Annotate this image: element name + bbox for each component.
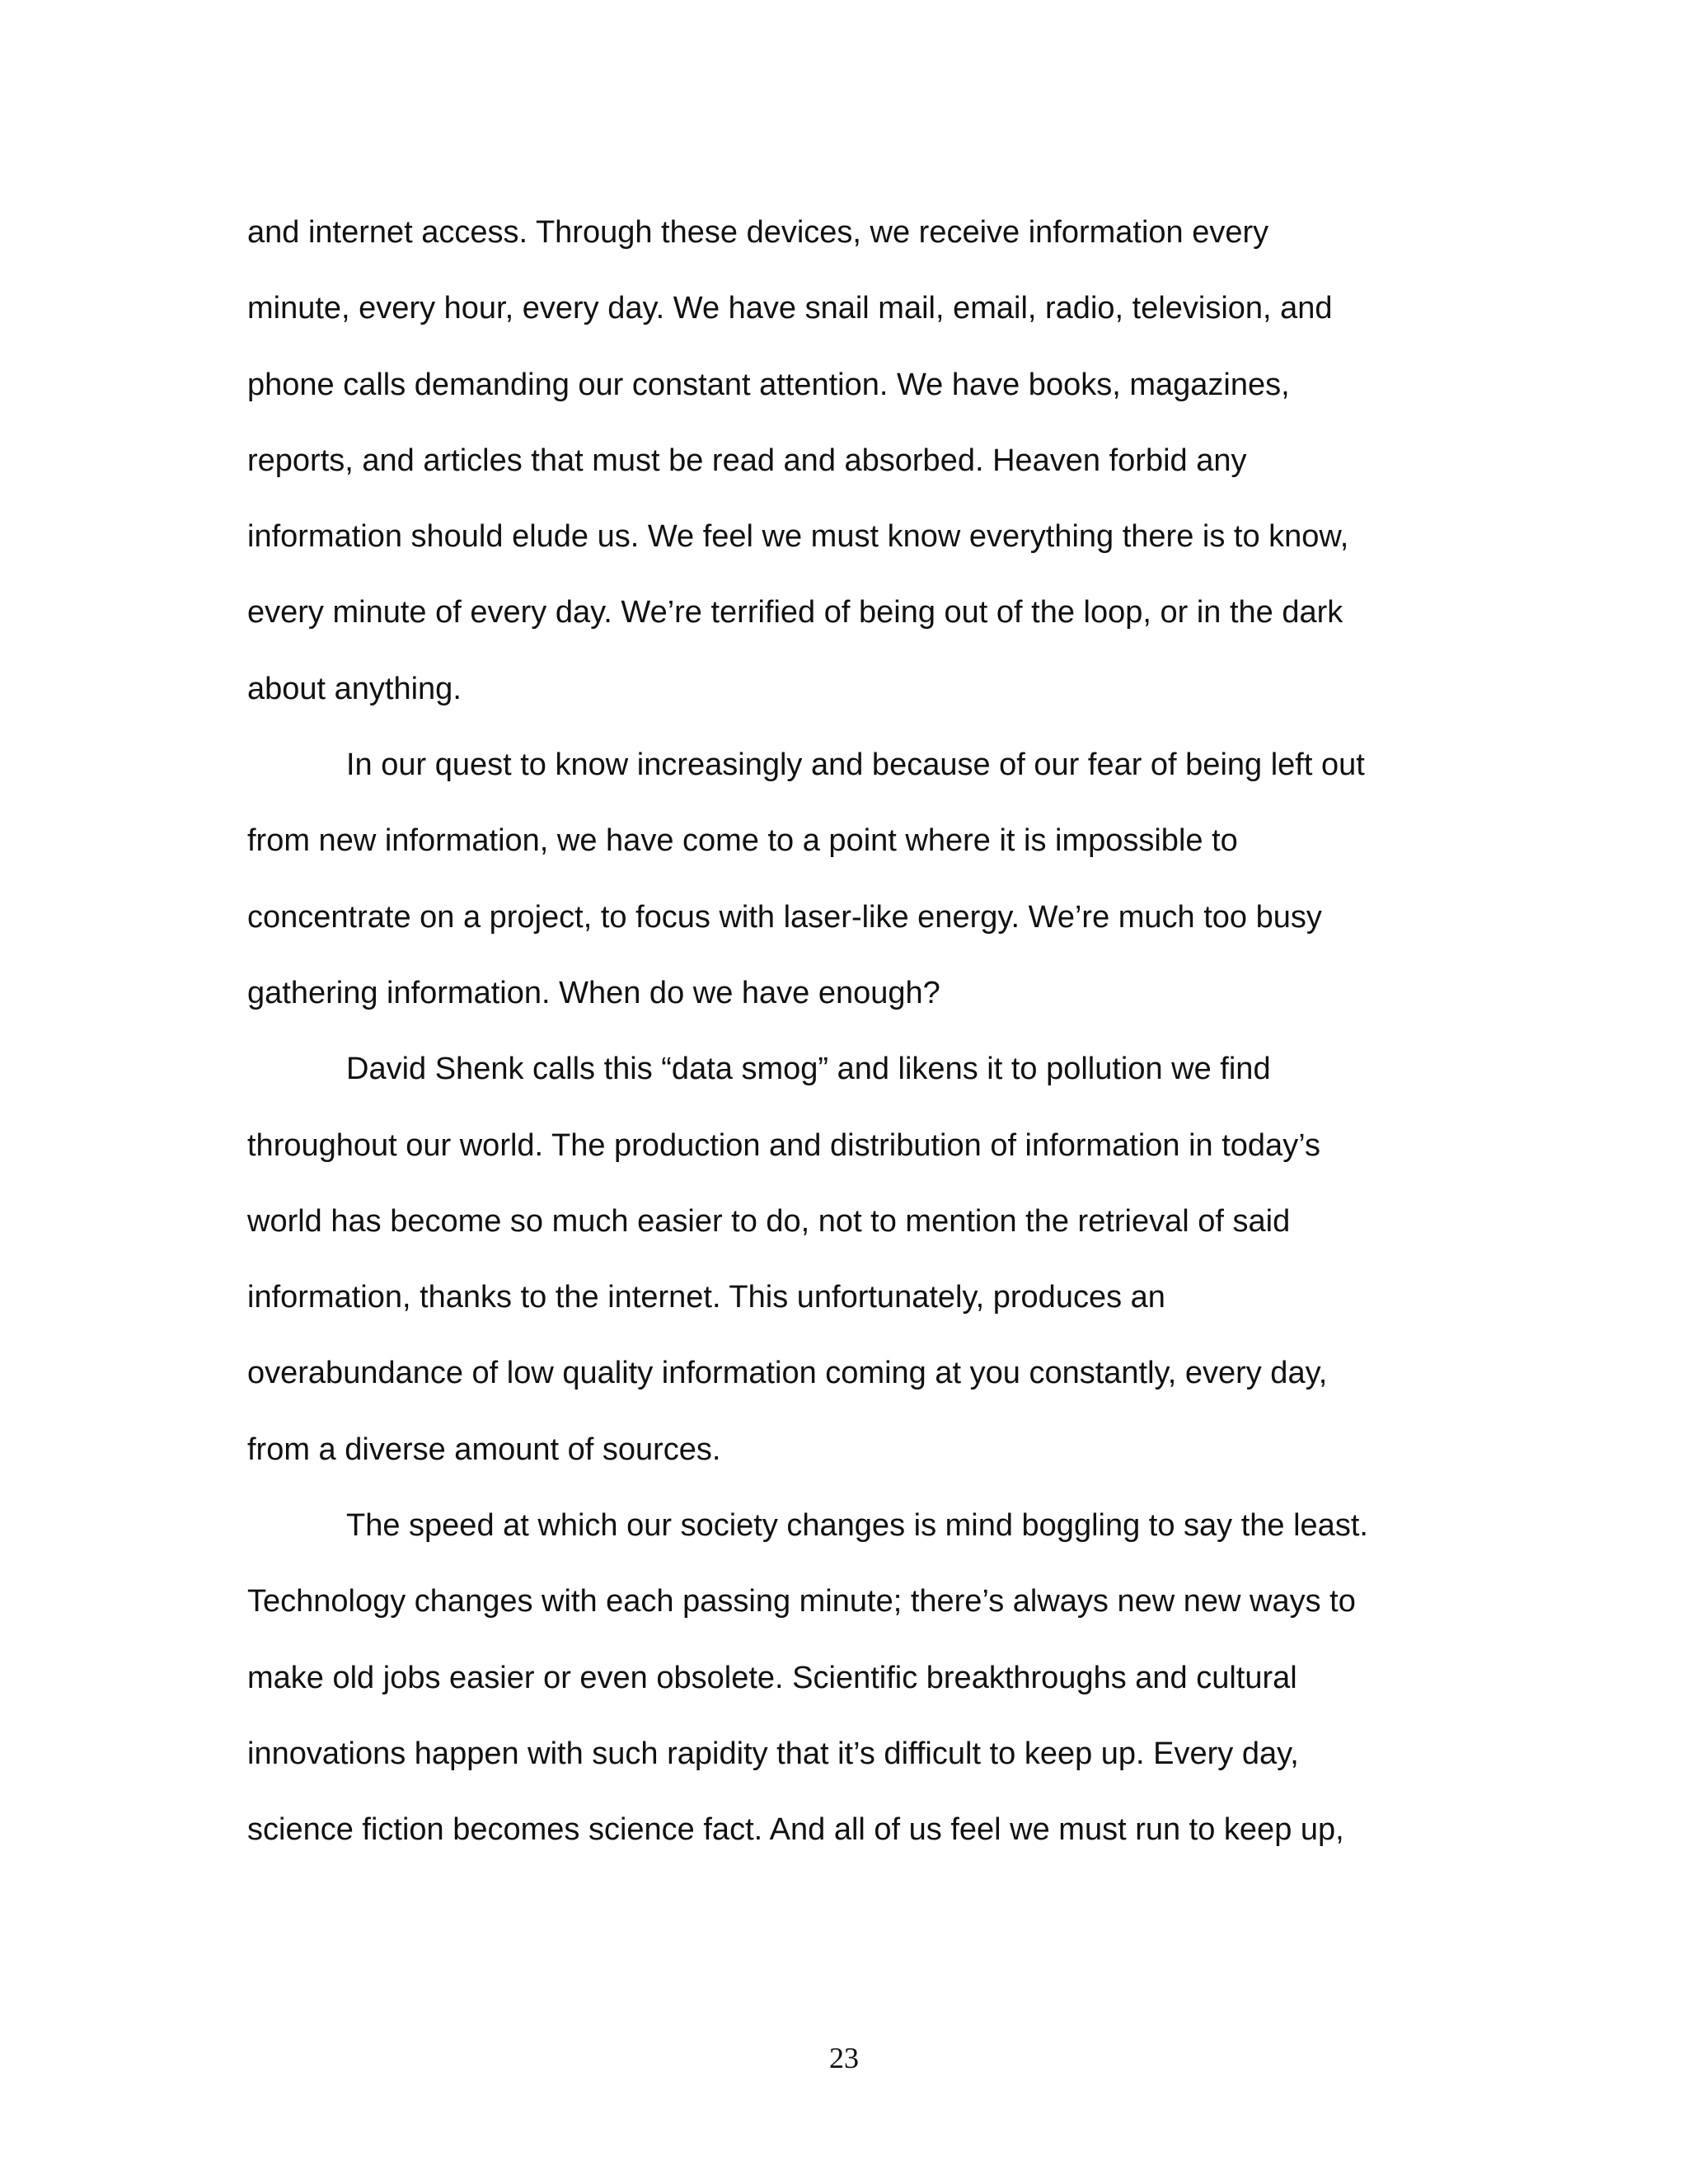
text-line-8: In our quest to know increasingly and because of our fear of being left out	[346, 748, 1365, 783]
text-line-20: make old jobs easier or even obsolete. Scientific breakthroughs and cultural	[247, 1660, 1297, 1695]
text-line-2: minute, every hour, every day. We have snail mail, email, radio, television, and	[247, 291, 1333, 326]
text-line-18: The speed at which our society changes is mind boggling to say the least.	[346, 1508, 1368, 1544]
text-line-14: world has become so much easier to do, not to mention the retrieval of said	[247, 1203, 1291, 1239]
text-line-6: every minute of every day. We’re terrified of being out of the loop, or in the dark	[247, 595, 1343, 630]
text-line-9: from new information, we have come to a point where it is impossible to	[247, 823, 1238, 859]
text-line-12: David Shenk calls this “data smog” and likens it to pollution we find	[346, 1052, 1271, 1087]
text-line-16: overabundance of low quality information coming at you constantly, every day,	[247, 1356, 1328, 1391]
text-line-22: science fiction becomes science fact. And all of us feel we must run to keep up,	[247, 1812, 1344, 1848]
text-line-13: throughout our world. The production and distribution of information in today’s	[247, 1127, 1320, 1163]
text-line-7: about anything.	[247, 671, 462, 706]
text-line-11: gathering information. When do we have enough?	[247, 975, 940, 1010]
text-line-15: information, thanks to the internet. This unfortunately, produces an	[247, 1280, 1165, 1315]
page-number: 23	[829, 2041, 859, 2074]
text-line-10: concentrate on a project, to focus with laser-like energy. We’re much too busy	[247, 899, 1322, 935]
text-line-4: reports, and articles that must be read and absorbed. Heaven forbid any	[247, 443, 1247, 478]
text-line-5: information should elude us. We feel we must know everything there is to know,	[247, 519, 1349, 555]
text-line-3: phone calls demanding our constant attention. We have books, magazines,	[247, 367, 1290, 402]
text-line-19: Technology changes with each passing minute; there’s always new new ways to	[247, 1584, 1356, 1619]
text-line-17: from a diverse amount of sources.	[247, 1432, 721, 1467]
text-line-1: and internet access. Through these devices, we receive information every	[247, 215, 1269, 250]
text-line-21: innovations happen with such rapidity that it’s difficult to keep up. Every day,	[247, 1736, 1299, 1771]
body-text	[247, 194, 1451, 1868]
